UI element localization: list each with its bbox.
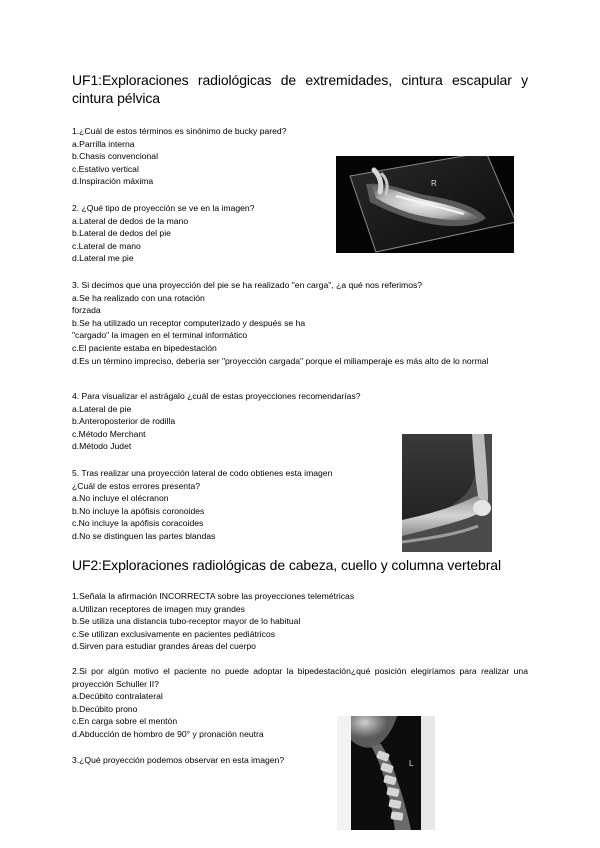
- question-stem: 5. Tras realizar una proyección lateral de codo obtienes esta imagen: [72, 468, 333, 478]
- question-stem: 1.Señala la afirmación INCORRECTA sobre las proyecciones telemétricas: [72, 591, 355, 601]
- option-d: d.Es un término impreciso, debería ser "proyección cargada" porque el miliamperaje es más alto de lo normal: [72, 355, 489, 366]
- option-a: a.Se ha realizado con una rotación: [72, 292, 205, 303]
- option-a: a.Lateral de pie: [72, 403, 132, 414]
- foot-xray-image: [336, 156, 514, 253]
- option-b: b.Anteroposterior de rodilla: [72, 416, 176, 427]
- option-b: b.Decúbito prono: [72, 703, 138, 714]
- foot-xray-graphic: [336, 156, 514, 253]
- uf1-question-2: [72, 202, 255, 265]
- option-d: d.Abducción de hombro de 90° y pronación neutra: [72, 728, 264, 739]
- option-a: a.Decúbito contralateral: [72, 691, 163, 702]
- option-b: b.Chasis convencional: [72, 151, 158, 162]
- option-d: d.Sirven para estudiar grandes áreas del cuerpo: [72, 641, 256, 652]
- cervical-spine-xray-graphic: [337, 716, 435, 830]
- uf1-heading: UF1:Exploraciones radiológicas de extremidades, cintura escapular y cintura pélvica: [72, 72, 528, 106]
- option-c: c.En carga sobre el mentón: [72, 716, 178, 727]
- option-d: d.Inspiración máxima: [72, 176, 154, 187]
- option-a: a.No incluye el olécranon: [72, 493, 169, 504]
- uf1-question-1: [72, 125, 286, 188]
- option-b-cont: "cargado" la imagen en el terminal informático: [72, 330, 248, 341]
- elbow-xray-image: [402, 434, 492, 552]
- option-a: a.Parrilla interna: [72, 138, 135, 149]
- cspine-xray-marker: L: [409, 759, 414, 768]
- uf2-question-1: [72, 590, 354, 653]
- uf2-heading: UF2:Exploraciones radiológicas de cabeza, cuello y columna vertebral: [72, 557, 501, 573]
- option-d: d.No se distinguen las partes blandas: [72, 530, 216, 541]
- question-stem-2: ¿Cuál de estos errores presenta?: [72, 480, 201, 491]
- question-stem: 2. ¿Qué tipo de proyección se ve en la imagen?: [72, 203, 255, 213]
- foot-xray-marker: R: [431, 179, 437, 188]
- option-c: c.El paciente estaba en bipedestación: [72, 342, 217, 353]
- option-b: b.Lateral de dedos del pie: [72, 228, 171, 239]
- option-d: d.Lateral me pie: [72, 253, 134, 264]
- uf1-question-3: [72, 279, 528, 367]
- option-a: a.Lateral de dedos de la mano: [72, 215, 189, 226]
- option-b: b.Se ha utilizado un receptor computerizado y después se ha: [72, 317, 306, 328]
- elbow-xray-graphic: [402, 434, 492, 552]
- question-stem: 1.¿Cuál de estos términos es sinónimo de bucky pared?: [72, 126, 287, 136]
- uf1-question-5: [72, 467, 332, 543]
- question-stem: 4. Para visualizar el astrágalo ¿cuál de estas proyecciones recomendarías?: [72, 391, 361, 401]
- cervical-spine-xray-image: [337, 716, 435, 830]
- option-c: c.No incluye la apófisis coracoides: [72, 518, 204, 529]
- option-a: a.Utilizan receptores de imagen muy grandes: [72, 603, 245, 614]
- uf2-question-3: [72, 754, 284, 767]
- question-stem: 2.Si por algún motivo el paciente no puede adoptar la bipedestación¿qué posición elegiríamos para realizar una proyección Schuller II?: [72, 666, 528, 689]
- option-c: c.Estativo vertical: [72, 163, 139, 174]
- option-c: c.Lateral de mano: [72, 240, 141, 251]
- question-stem: 3. Si decimos que una proyección del pie se ha realizado "en carga", ¿a qué nos referimos?: [72, 280, 423, 290]
- option-c: c.Método Merchant: [72, 428, 146, 439]
- uf2-question-2: [72, 665, 528, 741]
- uf1-question-4: [72, 390, 361, 453]
- option-d: d.Método Judet: [72, 441, 132, 452]
- question-stem: 3.¿Qué proyección podemos observar en esta imagen?: [72, 755, 285, 765]
- option-a-cont: forzada: [72, 305, 101, 316]
- option-b: b.Se utiliza una distancia tubo-receptor mayor de lo habitual: [72, 616, 301, 627]
- option-c: c.Se utilizan exclusivamente en pacientes pediátricos: [72, 628, 276, 639]
- option-b: b.No incluye la apófisis coronoides: [72, 505, 205, 516]
